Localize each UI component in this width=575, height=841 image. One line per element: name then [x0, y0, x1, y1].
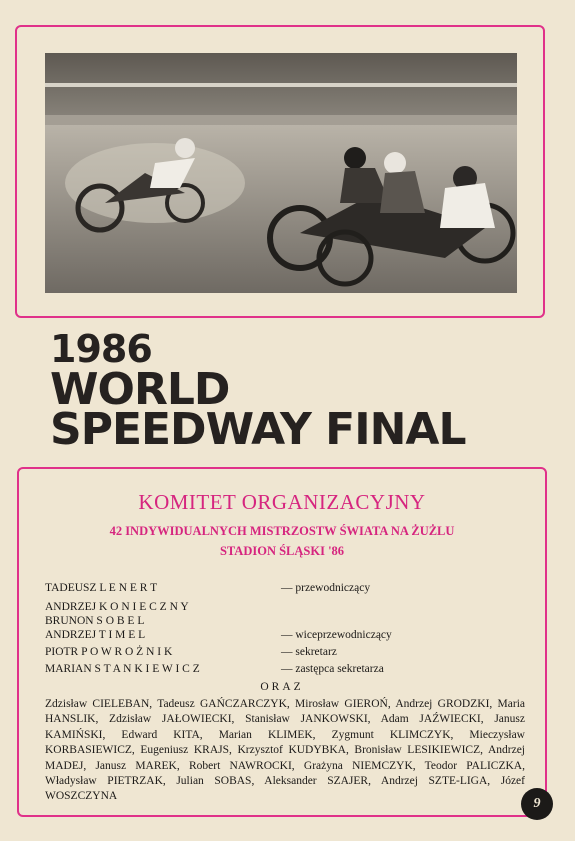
- committee-venue: STADION ŚLĄSKI '86: [219, 544, 345, 558]
- committee-title: KOMITET ORGANIZACYJNY: [138, 490, 426, 514]
- title-world: WORLD: [50, 364, 230, 415]
- member-role: — zastępca sekretarza: [281, 663, 384, 675]
- member-name: TADEUSZ L E N E R T: [45, 582, 158, 594]
- page-number: 9: [521, 788, 553, 820]
- member-name: ANDRZEJ T I M E L: [45, 629, 146, 641]
- member-role: — wiceprzewodniczący: [281, 629, 392, 641]
- member-role: — sekretarz: [281, 646, 337, 658]
- title-speedway-final: SPEEDWAY FINAL: [50, 404, 466, 455]
- speedway-race-photo: [45, 53, 517, 293]
- member-name: MARIAN S T A N K I E W I C Z: [45, 663, 200, 675]
- title-year: 1986: [50, 327, 152, 371]
- member-role: — przewodniczący: [281, 582, 371, 594]
- member-name: PIOTR P O W R O Ż N I K: [45, 646, 173, 658]
- oraz-label: ORAZ: [260, 681, 304, 693]
- other-members-list: Zdzisław CIELEBAN, Tadeusz GAŃCZARCZYK, Mirosław GIEROŃ, Andrzej GRODZKI, Maria HANSLIK, Zdzisław JAŁOWIECKI, Stanisław JANKOWSKI, Adam JAŹWIECKI, Janusz KAMIŃSKI, Edward KITA, Marian KLIMEK, Zygmunt KLIMCZYK, Mieczysław KORBASIEWICZ, Eugeniusz KRAJS, Krzysztof KUDYBKA, Bronisław LESIKIEWICZ, Andrzej MADEJ, Janusz MAREK, Robert NAWROCKI, Grażyna NIEMCZYK, Teodor PALICZKA, Władysław PIETRZAK, Julian SOBAS, Aleksander SZAJER, Andrzej SZTE-LIGA, Józef WOSZCZYNA: [45, 698, 525, 803]
- member-name: ANDRZEJ K O N I E C Z N Y: [45, 601, 189, 613]
- committee-subtitle: 42 INDYWIDUALNYCH MISTRZOSTW ŚWIATA NA ŻUŻLU: [109, 524, 455, 538]
- member-name: BRUNON S O B E L: [45, 615, 145, 627]
- photo-frame: [15, 25, 545, 318]
- committee-box: [17, 467, 547, 817]
